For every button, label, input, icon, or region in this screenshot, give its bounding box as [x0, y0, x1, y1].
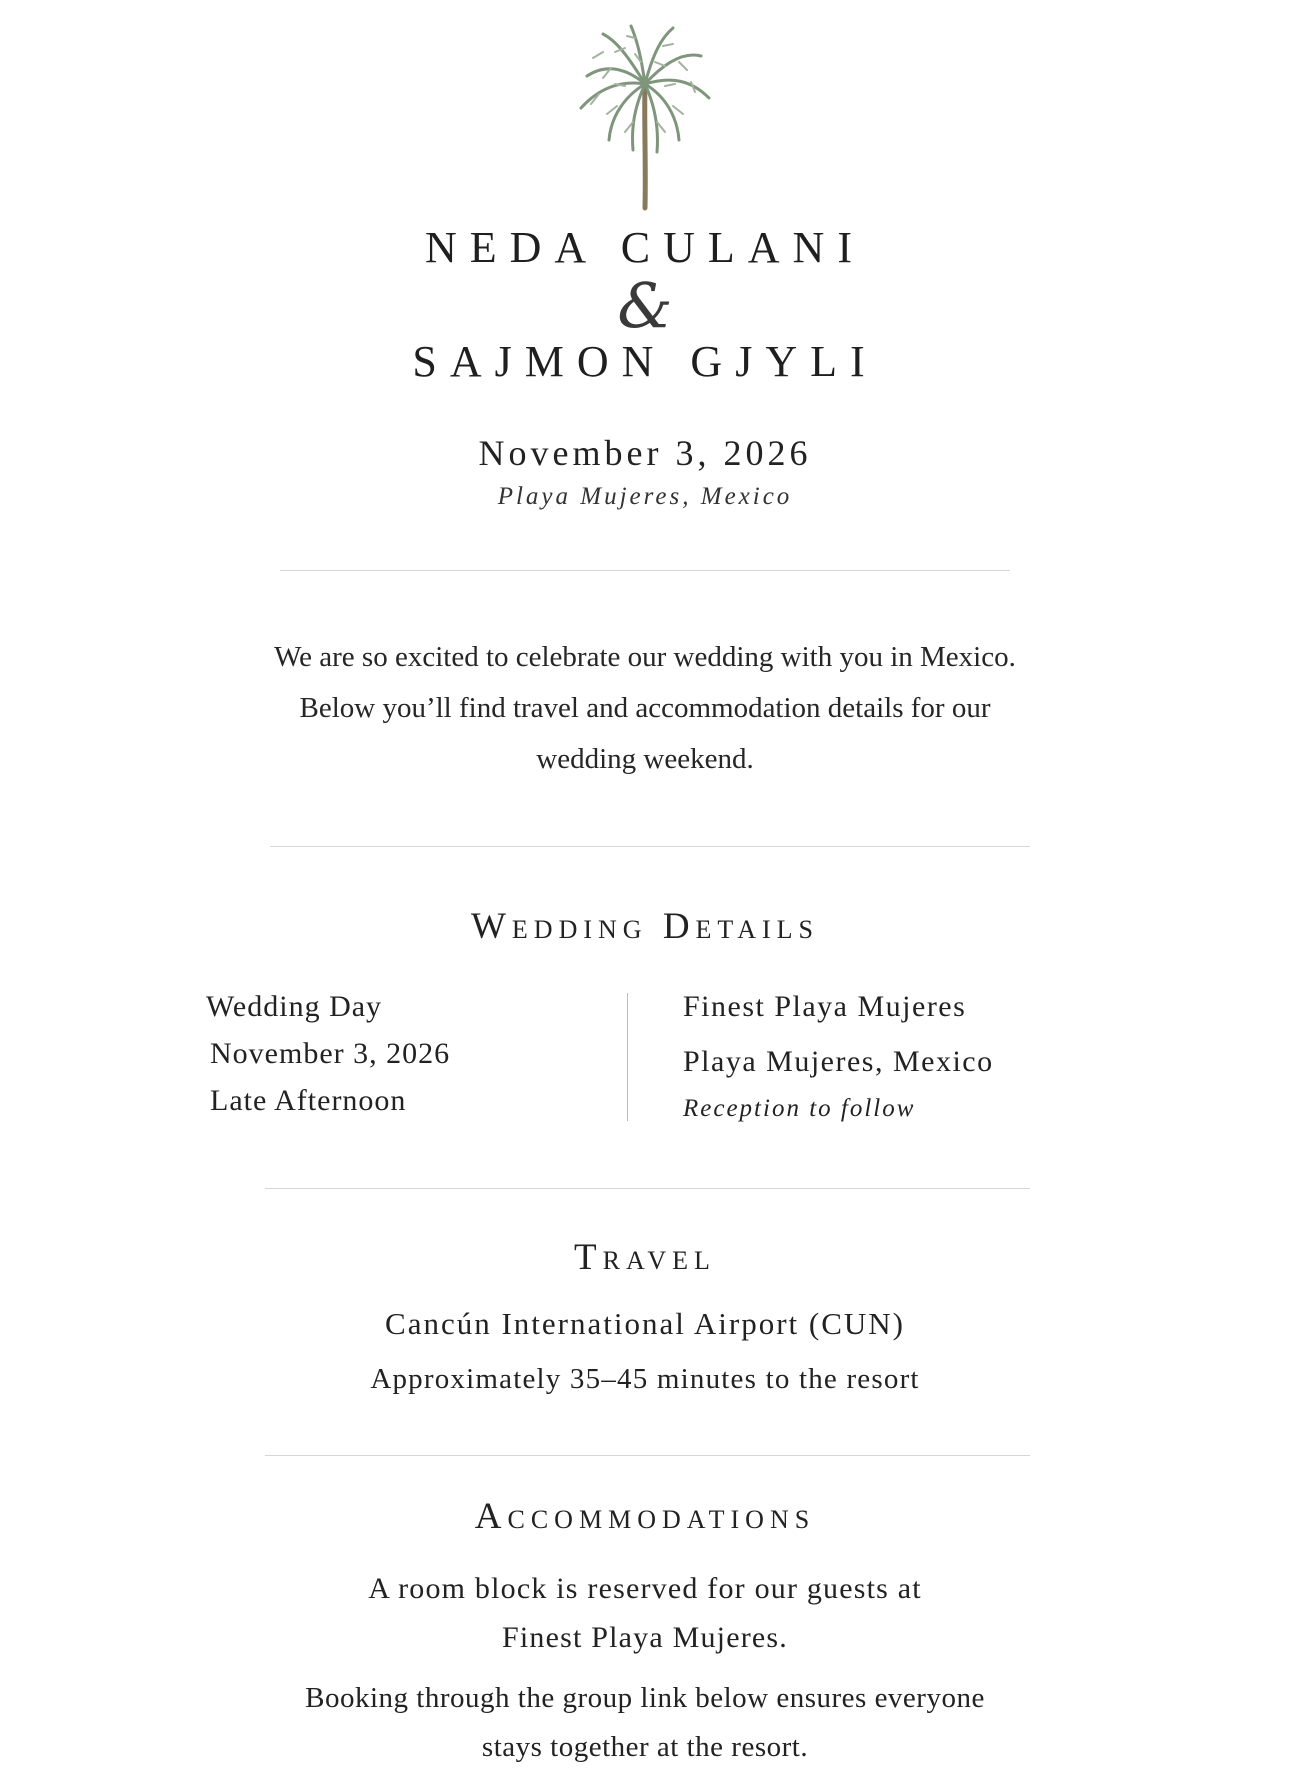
divider — [265, 1455, 1030, 1456]
intro-text — [0, 632, 1290, 785]
booking-line: stays together at the resort. — [481, 1731, 809, 1763]
wedding-day-date: November 3, 2026 — [210, 1037, 451, 1070]
intro-line: Below you’ll find travel and accommodation details for our — [299, 692, 991, 724]
booking-text — [0, 1674, 1290, 1772]
room-block-line: A room block is reserved for our guests at — [368, 1572, 922, 1605]
airport-name: Cancún International Airport (CUN) — [385, 1306, 905, 1341]
booking-line: Booking through the group link below ensures everyone — [305, 1682, 985, 1714]
partner-two-name: SAJMON GJYLI — [412, 337, 878, 386]
wedding-day-time: Late Afternoon — [210, 1084, 407, 1117]
palm-tree-icon — [545, 22, 745, 217]
ampersand: & — [617, 269, 673, 342]
intro-line: wedding weekend. — [536, 743, 754, 775]
wedding-date: November 3, 2026 — [478, 433, 812, 473]
intro-line: We are so excited to celebrate our wedding with you in Mexico. — [274, 641, 1016, 673]
travel-duration: Approximately 35–45 minutes to the resort — [370, 1363, 920, 1395]
venue-name: Finest Playa Mujeres — [683, 990, 967, 1023]
wedding-day-label: Wedding Day — [206, 990, 383, 1023]
partner-one-name: NEDA CULANI — [425, 223, 865, 272]
room-block-line: Finest Playa Mujeres. — [501, 1621, 788, 1654]
divider — [265, 1188, 1030, 1189]
divider — [270, 846, 1030, 847]
wedding-day-details — [206, 983, 450, 1124]
venue-location: Playa Mujeres, Mexico — [683, 1045, 994, 1078]
wedding-details-heading: Wedding Details — [471, 906, 819, 947]
reception-note: Reception to follow — [683, 1095, 916, 1122]
column-divider — [627, 993, 628, 1121]
venue-details — [683, 983, 994, 1129]
divider — [280, 570, 1010, 571]
accommodations-heading: Accommodations — [474, 1496, 816, 1537]
room-block-text — [0, 1564, 1290, 1662]
wedding-location: Playa Mujeres, Mexico — [497, 483, 793, 510]
travel-heading: Travel — [574, 1237, 716, 1278]
